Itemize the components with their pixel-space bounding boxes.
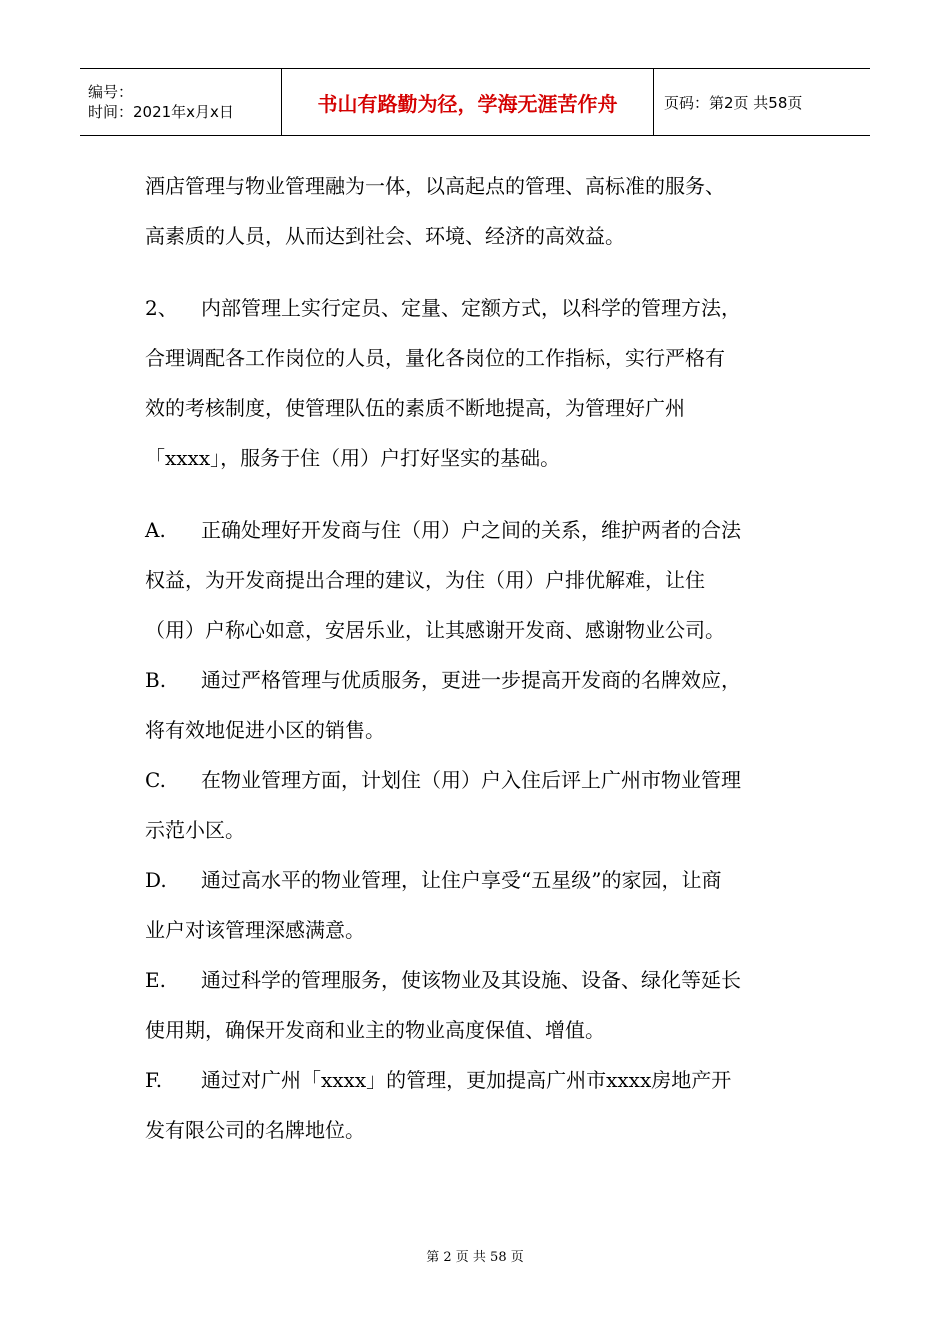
body-line [145,512,810,562]
body-text-span: 将有效地促进小区的销售。 [145,718,385,742]
body-line [145,962,810,1012]
body-line [145,912,810,962]
body-text-span: 业户对该管理深感满意。 [145,918,365,942]
body-text-span: 权益，为开发商提出合理的建议，为住（用）户排优解难，让住 [145,568,705,592]
list-marker: E. [145,968,166,992]
body-text-span: （用）户称心如意，安居乐业，让其感谢开发商、感谢物业公司。 [145,618,725,642]
body-line [145,662,810,712]
body-line [145,762,810,812]
list-marker: F. [145,1068,163,1092]
header-meta [80,69,281,135]
body-text-span: 发有限公司的名牌地位。 [145,1118,365,1142]
body-text-span: 酒店管理与物业管理融为一体，以高起点的管理、高标准的服务、 [145,174,725,198]
body-text-span: 合理调配各工作岗位的人员，量化各岗位的工作指标，实行严格有 [145,346,725,370]
document-date: 时间：2021年x月x日 [88,103,234,121]
document-number-label: 编号： [88,83,134,101]
body-line [145,1062,810,1112]
body-text-span: 内部管理上实行定员、定量、定额方式，以科学的管理方法， [201,296,741,320]
list-marker: A. [145,518,166,542]
list-marker: B. [145,668,167,692]
body-text-span: 使用期，确保开发商和业主的物业高度保值、增值。 [145,1018,605,1042]
header-page-info: 页码：第2页 共58页 [664,93,803,112]
body-line [145,862,810,912]
body-line [145,218,810,268]
list-marker: D. [145,868,167,892]
list-marker: C. [145,768,166,792]
body-line [145,290,810,340]
body-text-span: 正确处理好开发商与住（用）户之间的关系，维护两者的合法 [201,518,741,542]
body-text-span: 示范小区。 [145,818,245,842]
body-line [145,168,810,218]
header-motto: 书山有路勤为径，学海无涯苦作舟 [281,69,654,135]
body-text-span: 在物业管理方面，计划住（用）户入住后评上广州市物业管理 [201,768,741,792]
page-footer: 第 2 页 共 58 页 [426,1250,524,1265]
document-header [80,68,870,136]
body-text-span: 通过严格管理与优质服务，更进一步提高开发商的名牌效应， [201,668,741,692]
body-line [145,440,810,490]
body-line [145,712,810,762]
body-text-span: 效的考核制度，使管理队伍的素质不断地提高，为管理好广州 [145,396,685,420]
body-line [145,562,810,612]
body-text-span: 通过科学的管理服务，使该物业及其设施、设备、绿化等延长 [201,968,741,992]
body-text-span: 「xxxx」，服务于住（用）户打好坚实的基础。 [145,446,561,470]
list-marker: 2、 [145,296,178,320]
body-line [145,812,810,862]
body-line [145,1112,810,1162]
body-line [145,340,810,390]
body-line [145,612,810,662]
body-text-span: 通过对广州「xxxx」的管理，更加提高广州市xxxx房地产开 [201,1068,732,1092]
body-text-span: 高素质的人员，从而达到社会、环境、经济的高效益。 [145,224,625,248]
document-body [145,168,810,1162]
body-line [145,1012,810,1062]
body-text-span: 通过高水平的物业管理，让住户享受“五星级”的家园，让商 [201,868,722,892]
body-line [145,390,810,440]
